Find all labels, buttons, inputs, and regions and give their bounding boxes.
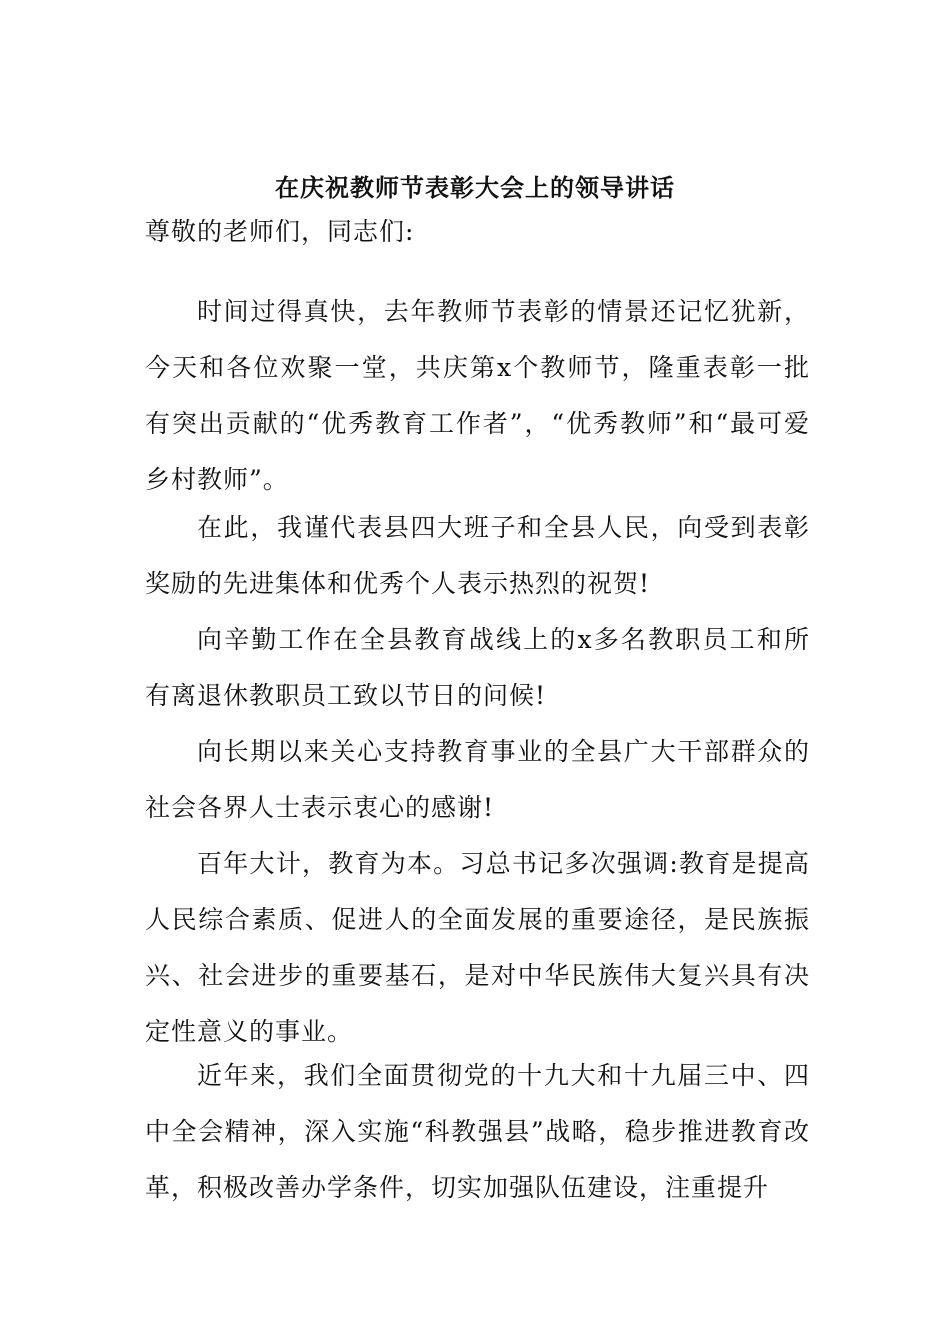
paragraph-6: 近年来，我们全面贯彻党的十九大和十九届三中、四中全会精神，深入实施“科教强县”战略，稳步推进教育改革，积极改善办学条件，切实加强队伍建设，注重提升 [145,1061,810,1202]
paragraph-4: 向长期以来关心支持教育事业的全县广大干部群众的社会各界人士表示衷心的感谢! [145,737,810,822]
document-title: 在庆祝教师节表彰大会上的领导讲话 [275,173,675,202]
paragraph-2: 在此，我谨代表县四大班子和全县人民，向受到表彰奖励的先进集体和优秀个人表示热烈的祝贺! [145,513,810,598]
paragraph-3: 向辛勤工作在全县教育战线上的x多名教职员工和所有离退休教职员工致以节日的问候! [145,625,810,710]
paragraph-5: 百年大计，教育为本。习总书记多次强调:教育是提高人民综合素质、促进人的全面发展的重要途径，是民族振兴、社会进步的重要基石，是对中华民族伟大复兴具有决定性意义的事业。 [145,849,810,1046]
document-body [145,204,810,1202]
paragraph-1: 时间过得真快，去年教师节表彰的情景还记忆犹新，今天和各位欢聚一堂，共庆第x个教师节，隆重表彰一批有突出贡献的“优秀教育工作者”，“优秀教师”和“最可爱乡村教师”。 [145,297,810,494]
salutation: 尊敬的老师们，同志们: [145,217,415,246]
